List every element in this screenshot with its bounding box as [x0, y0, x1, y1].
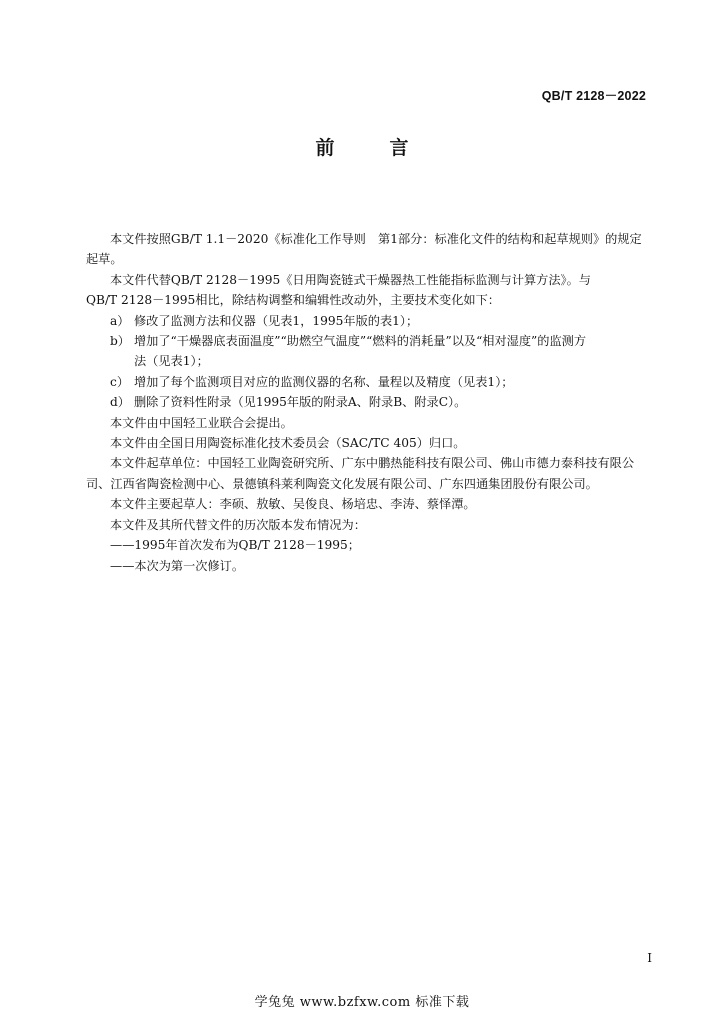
page-number: I	[647, 951, 652, 965]
history-entry: ——本次为第一次修订。	[110, 558, 245, 573]
paragraph-replacement-cont: QB/T 2128－1995相比，除结构调整和编辑性改动外，主要技术变化如下：	[86, 293, 500, 308]
list-item	[86, 372, 658, 392]
paragraph-drafting-units-cont: 司、江西省陶瓷检测中心、景德镇科莱利陶瓷文化发展有限公司、广东四通集团股份有限公司。	[86, 476, 598, 491]
list-item	[86, 311, 658, 331]
list-marker: d）	[110, 395, 130, 410]
list-marker: b）	[110, 334, 130, 349]
list-text: 增加了每个监测项目对应的监测仪器的名称、量程以及精度（见表1）；	[134, 374, 514, 389]
paragraph-proposer: 本文件由中国轻工业联合会提出。	[110, 415, 293, 430]
list-marker: a）	[110, 313, 130, 328]
paragraph-drafting-rules: 本文件按照GB/T 1.1－2020《标准化工作导则 第1部分：标准化文件的结构和起草规则》的规定	[110, 232, 642, 246]
document-code: QB/T 2128－2022	[541, 89, 646, 103]
footer-watermark: 学兔兔 www.bzfxw.com 标准下载	[254, 995, 470, 1010]
list-text: 法（见表1）；	[134, 354, 209, 369]
paragraph-drafting-rules-cont: 起草。	[86, 252, 123, 267]
list-item	[86, 331, 658, 351]
foreword-body	[86, 229, 658, 576]
list-marker	[86, 351, 134, 371]
history-entry: ——1995年首次发布为QB/T 2128－1995；	[110, 538, 360, 553]
list-text: 删除了资料性附录（见1995年版的附录A、附录B、附录C）。	[134, 395, 467, 410]
list-text: 增加了“干燥器底表面温度”“助燃空气温度”“燃料的消耗量”以及“相对湿度”的监测方	[134, 334, 587, 349]
list-marker: c）	[110, 374, 130, 389]
paragraph-replacement: 本文件代替QB/T 2128－1995《日用陶瓷链式干燥器热工性能指标监测与计算方法》。与	[110, 272, 591, 287]
list-text: 修改了监测方法和仪器（见表1，1995年版的表1）；	[134, 313, 419, 328]
page-title: 前 言	[315, 137, 427, 159]
paragraph-drafters: 本文件主要起草人：李硕、敖敏、吴俊良、杨培忠、李涛、蔡怿潭。	[110, 497, 476, 512]
paragraph-committee: 本文件由全国日用陶瓷标准化技术委员会（SAC/TC 405）归口。	[110, 436, 466, 451]
list-item	[86, 392, 658, 412]
list-item-continuation	[86, 351, 658, 371]
paragraph-history-intro: 本文件及其所代替文件的历次版本发布情况为：	[110, 517, 366, 532]
paragraph-drafting-units: 本文件起草单位：中国轻工业陶瓷研究所、广东中鹏热能科技有限公司、佛山市德力泰科技有限公	[110, 456, 635, 471]
